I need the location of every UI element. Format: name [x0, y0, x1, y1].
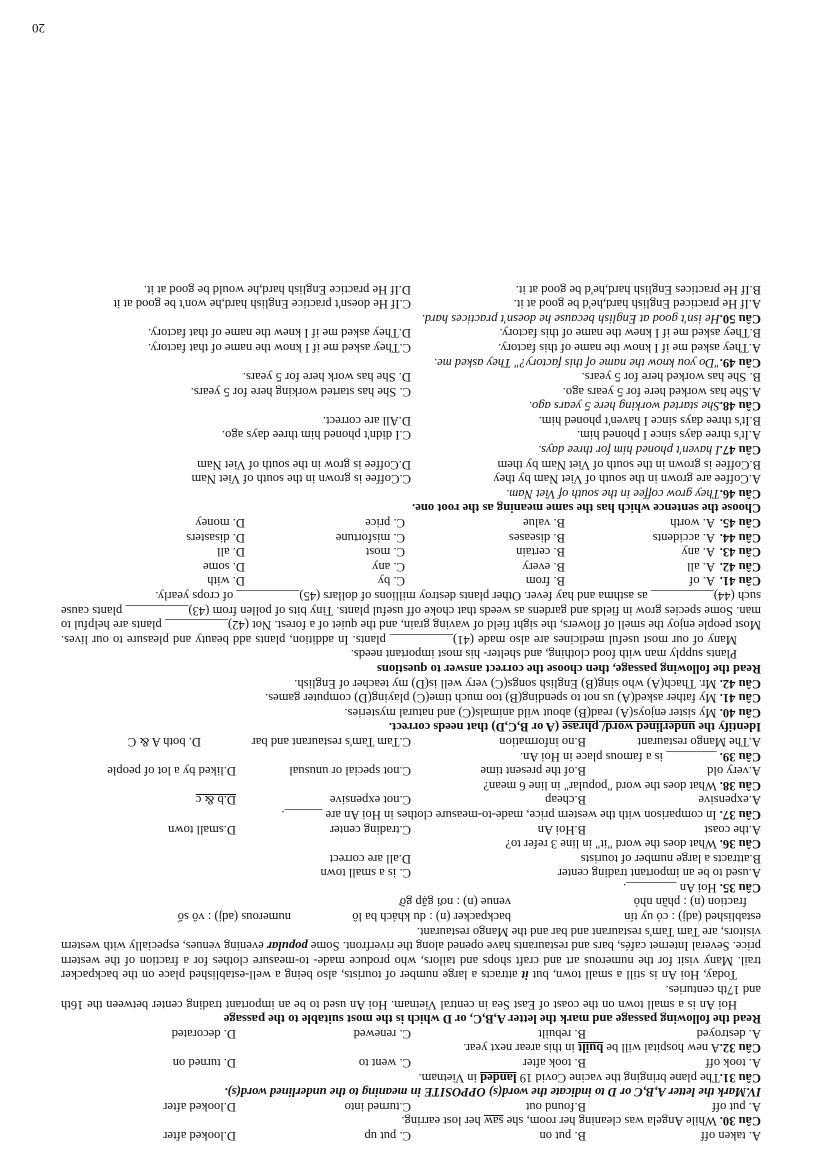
choice: B.of the present time	[480, 764, 586, 779]
q48-choices	[61, 370, 761, 385]
choice: A.If He practiced English hard,he'd be good at it.	[513, 297, 761, 312]
question-text: In comparison with the western price, made-to-measure clothes in Hoi An are ______.	[281, 807, 720, 822]
choice: C.not special or unusual	[289, 764, 411, 779]
question-number: Câu 36.	[719, 837, 761, 852]
choice: B.It's three days since I haven't phoned him.	[538, 413, 761, 428]
q49-choices	[61, 326, 761, 341]
question-text: ________ is a famous place in Hoi An.	[519, 749, 720, 764]
q46-choices	[61, 472, 761, 487]
choice: B.cheap	[545, 793, 586, 808]
choice: A. took off	[705, 1056, 761, 1071]
choice: C.turned into	[344, 1099, 411, 1114]
choice: D. money	[195, 516, 245, 531]
q35-stem	[61, 880, 761, 895]
choice: C. price	[365, 516, 405, 531]
choice: B. rebuilt	[538, 1026, 586, 1041]
choice: D.They asked me if I knew the name of that factory.	[148, 326, 411, 341]
q35-choices	[61, 851, 761, 866]
q43-choices	[61, 545, 761, 560]
choice: B. from	[525, 574, 565, 589]
q50-choices	[61, 282, 761, 297]
choice: A.used to be an important trading center	[557, 866, 761, 881]
choice: D.All are correct.	[322, 413, 411, 428]
choice: B.If He practices English hard,he'd be good at it.	[515, 282, 761, 297]
question-number: Câu 42.	[719, 676, 761, 691]
q46-choices	[61, 457, 761, 472]
choice: B.They asked me if I knew the name of this factory.	[499, 326, 761, 341]
q49-choices	[61, 340, 761, 355]
choice: D. turned on	[172, 1056, 236, 1071]
choice: B.attracts a large number of tourists	[580, 851, 761, 866]
q30-choices	[61, 1099, 761, 1114]
q47-choices	[61, 428, 761, 443]
question-text: What does the word "it" in line 3 refer to?	[505, 837, 720, 852]
q42b-choices	[61, 559, 761, 574]
choice: D.small town	[168, 822, 236, 837]
question-number: Câu 45.	[719, 516, 761, 531]
choice: B. took after	[522, 1056, 586, 1071]
choice: B.no information	[499, 734, 586, 749]
glossary-row	[61, 895, 761, 910]
reading-instruction: Read the following passage, then choose the correct answer to questions	[377, 662, 761, 676]
choice: C. any	[372, 559, 405, 574]
choice: B. certain	[516, 545, 565, 560]
question-text: My father asked(A) us not to spending(B) too much time(C) playing(D) computer games.	[265, 691, 720, 706]
question-number: Câu 35.	[719, 880, 761, 895]
page-number: 20	[32, 20, 45, 36]
choice: C. went to	[358, 1056, 411, 1071]
question-text: Mr. Thach(A) who sing(B) English songs(C) very well is(D) my teacher of English.	[294, 676, 720, 691]
q41	[61, 691, 761, 706]
question-text: in Vietnam.	[418, 1070, 481, 1085]
section-title-underlined: underlined word/ phrase	[562, 720, 696, 735]
choice: B.Hoi An	[537, 822, 586, 837]
underlined-word: landed	[480, 1070, 517, 1085]
passage-paragraph	[61, 924, 761, 982]
question-number: Câu 48.	[719, 399, 761, 414]
question-text: The plane bringing the vacine Covid 19	[516, 1070, 720, 1085]
choice: A. destroyed	[696, 1026, 761, 1041]
choice: A.It's three days since I phoned him.	[576, 428, 761, 443]
question-text: A new hospital will be	[603, 1041, 720, 1056]
q44-choices	[61, 530, 761, 545]
q50-stem	[61, 311, 761, 326]
question-text: Hoi An ________.	[623, 880, 720, 895]
q32-stem	[61, 1041, 761, 1056]
choice: D. disasters	[186, 530, 245, 545]
question-text: I haven't phoned him for three days.	[538, 443, 720, 458]
choice: B. value	[523, 516, 565, 531]
choice: A. of	[689, 574, 715, 589]
passage-text: Today, Hoi An is still a small town, but	[528, 968, 737, 983]
q39-choices	[61, 734, 761, 749]
q37-stem	[61, 807, 761, 822]
gloss-entry: numerous (adj) : vô số	[177, 910, 291, 925]
choice: D. all	[217, 545, 245, 560]
section-title-text: (A or B,C,D) that needs correct.	[388, 720, 563, 735]
gloss-entry: venue (n) : nơi gặp gỡ	[399, 895, 511, 910]
choice: A.The Mango restaurant	[637, 734, 761, 749]
choice: A. taken off	[700, 1129, 761, 1143]
choice: D.Coffee is grow in the south of Viet Nam	[197, 457, 411, 472]
question-number: Câu 41.	[719, 691, 761, 706]
choice: D.If He practice English hard,he would be good at it.	[143, 282, 411, 297]
q45-choices	[61, 515, 761, 530]
q47-choices	[61, 413, 761, 428]
question-text: her lost earring.	[401, 1114, 484, 1129]
question-number: Câu 47.	[719, 443, 761, 458]
passage-paragraph: Many of our most useful medicines are also made (41)__________ plants. In addition, plants add beauty and pleasure to our lives. Most people enjoy the smell of flowers, the sight field of waving grain, and the quiet of a forest. Not (42)__________ plants are helpful to man. Some species grow in fields and gardens as weeds that choke off useful plants. Tiny bits of pollen from (43)__________ plants cause such (44)__________ as asthma and hay fever. Other plants destroy millions of dollars (45)__________ of crops yearly.	[61, 589, 761, 647]
choice: A. all	[687, 559, 715, 574]
choice: A. any	[681, 545, 715, 560]
question-number: Câu 40.	[719, 705, 761, 720]
gloss-entry: fraction (n) : phần nhỏ	[633, 895, 747, 910]
question-number: Câu 50.	[719, 311, 761, 326]
q48-stem	[61, 399, 761, 414]
choice: A.expensive	[698, 793, 761, 808]
question-text: in this arear next year.	[463, 1041, 579, 1056]
choice: A. put off	[711, 1099, 761, 1114]
gloss-entry: backpacker (n) : du khách ba lô	[352, 910, 511, 925]
q42	[61, 676, 761, 691]
q30-stem	[61, 1114, 761, 1129]
q47-stem	[61, 443, 761, 458]
q36-choices	[61, 822, 761, 837]
choice: B.Coffee is grown in the south of Viet Nam by them	[497, 457, 761, 472]
glossary-row	[61, 910, 761, 925]
q38-stem	[61, 778, 761, 793]
q36-stem	[61, 837, 761, 852]
choice: C.Tam Tam's restaurant and bar	[251, 734, 411, 749]
reading-instruction: Read the following passage and mark the letter A,B,C, or D which is the most suitable to the passage	[223, 1012, 761, 1027]
q38-choices	[61, 764, 761, 779]
underlined-word: saw	[483, 1114, 504, 1129]
choice: B. every	[522, 559, 565, 574]
question-number: Câu 31.	[719, 1070, 761, 1085]
choice: D.b & c	[195, 793, 236, 808]
underlined-word: built	[578, 1041, 604, 1056]
choice: D. She has work here for 5 years.	[242, 370, 411, 385]
choice: A.She has worked here for 5 years ago.	[562, 384, 761, 399]
section-title: IV.Mark the letter A,B,C or D to indicate the word(s) OPPOSITE in meaning to the underlined word(s).	[224, 1085, 761, 1100]
passage-paragraph: Plants supply man with food clothing, and shelter- his most important needs.	[350, 647, 737, 662]
question-number: Câu 30.	[719, 1114, 761, 1129]
question-number: Câu 42.	[719, 559, 761, 574]
q41b-choices	[61, 574, 761, 589]
question-text: She started working here 5 years ago.	[528, 399, 720, 414]
choice: C. is a small town	[320, 866, 411, 881]
choice: C.They asked me if I know the name of that factory.	[148, 340, 411, 355]
q49-stem	[61, 355, 761, 370]
choice: D. both A & C	[127, 734, 201, 749]
choice: B. put on	[539, 1129, 586, 1143]
choice: B. diseases	[509, 530, 565, 545]
page-content	[61, 282, 761, 1143]
choice: D. some	[203, 559, 245, 574]
choice: C.not expensive	[329, 793, 411, 808]
choice: C.I didn't phoned him three days ago.	[221, 428, 411, 443]
choice: C.trading center	[329, 822, 411, 837]
q46-stem	[61, 486, 761, 501]
question-number: Câu 38.	[719, 778, 761, 793]
question-text: What does the word "popular" in line 6 mean?	[483, 778, 720, 793]
question-number: Câu 46.	[719, 486, 761, 501]
choice: D.looked after	[163, 1129, 236, 1143]
question-number: Câu 43.	[719, 545, 761, 560]
choice: B. She has worked here for 5 years.	[581, 370, 761, 385]
emphasized-word: it	[521, 968, 529, 983]
q31-stem	[61, 1070, 761, 1085]
question-number: Câu 44.	[719, 530, 761, 545]
q31-choices	[61, 1055, 761, 1070]
passage-text: attracts a large number of tourists, also being a well-established place on the backpacker trail. Many visit for the numerous art and craft shops and tailors, who produce made- to-measure clothes for a fraction of the western price. Several Internet cafés, bars and restaurants have opened along the riverfront. Some	[61, 939, 761, 983]
choice: C.If He doesn't practice English hard,he won't be good at it	[113, 297, 411, 312]
q30-prev-choices	[61, 1128, 761, 1143]
choice: C. misfortune	[335, 530, 405, 545]
passage-paragraph: Hoi An is a small town on the coast of East Sea in central Vietnam. Hoi An used to be an important trading center between the 16th and 17th centuries.	[61, 983, 761, 1012]
choice: C. renewed	[353, 1026, 411, 1041]
q35-choices	[61, 866, 761, 881]
choice: A. worth	[670, 516, 715, 531]
emphasized-word: popular	[267, 939, 308, 954]
choice: A. accidents	[652, 530, 715, 545]
q48-choices	[61, 384, 761, 399]
choice: D.all are correct	[329, 851, 411, 866]
q50-choices	[61, 297, 761, 312]
choice: D. decorated	[171, 1026, 236, 1041]
choice: B.found out	[525, 1099, 586, 1114]
question-text: He isn't good at English because he doesn't practices hard.	[421, 311, 720, 326]
question-text: They grow coffee in the south of Viet Nam.	[505, 486, 720, 501]
choice: A.They asked me if I know the name of this factory.	[498, 340, 761, 355]
section-title: Choose the sentence which has the same meaning as the root one.	[412, 501, 761, 516]
question-number: Câu 37.	[719, 807, 761, 822]
question-number: Câu 32.	[719, 1041, 761, 1056]
choice: D.looked after	[163, 1099, 236, 1114]
passage-text: evening venues, especially with western visitors, are Tam Tam's restaurant and bar and the Mango restaurant.	[61, 924, 761, 954]
choice: C. most	[365, 545, 405, 560]
choice: A.very old	[707, 764, 761, 779]
question-number: Câu 49.	[719, 355, 761, 370]
question-text: My sister enjoys(A) read(B) about wild animals(C) and natural mysteries.	[344, 705, 720, 720]
choice: A.Coffee are grown in the south of Viet Nam by they	[493, 472, 761, 487]
choice: D. with	[207, 574, 245, 589]
choice: C. She has started working here for 5 years.	[190, 384, 411, 399]
q39-stem	[61, 749, 761, 764]
q37-choices	[61, 793, 761, 808]
question-text: While Angela was cleaning her room, she	[503, 1114, 720, 1129]
q32-choices	[61, 1026, 761, 1041]
question-number: Câu 41.	[719, 574, 761, 589]
choice: C.Coffee is grown in the south of Viet Nam	[191, 472, 411, 487]
question-number: Câu 39.	[719, 749, 761, 764]
choice: A.the coast	[704, 822, 761, 837]
gloss-entry: established (adj) : có uy tín	[624, 910, 761, 925]
section-title	[61, 720, 761, 735]
choice: D.liked by a lot of people	[107, 764, 236, 779]
section-title-text: Identify the	[695, 720, 761, 735]
q40	[61, 705, 761, 720]
choice: C. put up	[364, 1129, 411, 1143]
question-text: "Do you know the name of this factory?" They asked me.	[433, 355, 720, 370]
choice: C. by	[377, 574, 405, 589]
